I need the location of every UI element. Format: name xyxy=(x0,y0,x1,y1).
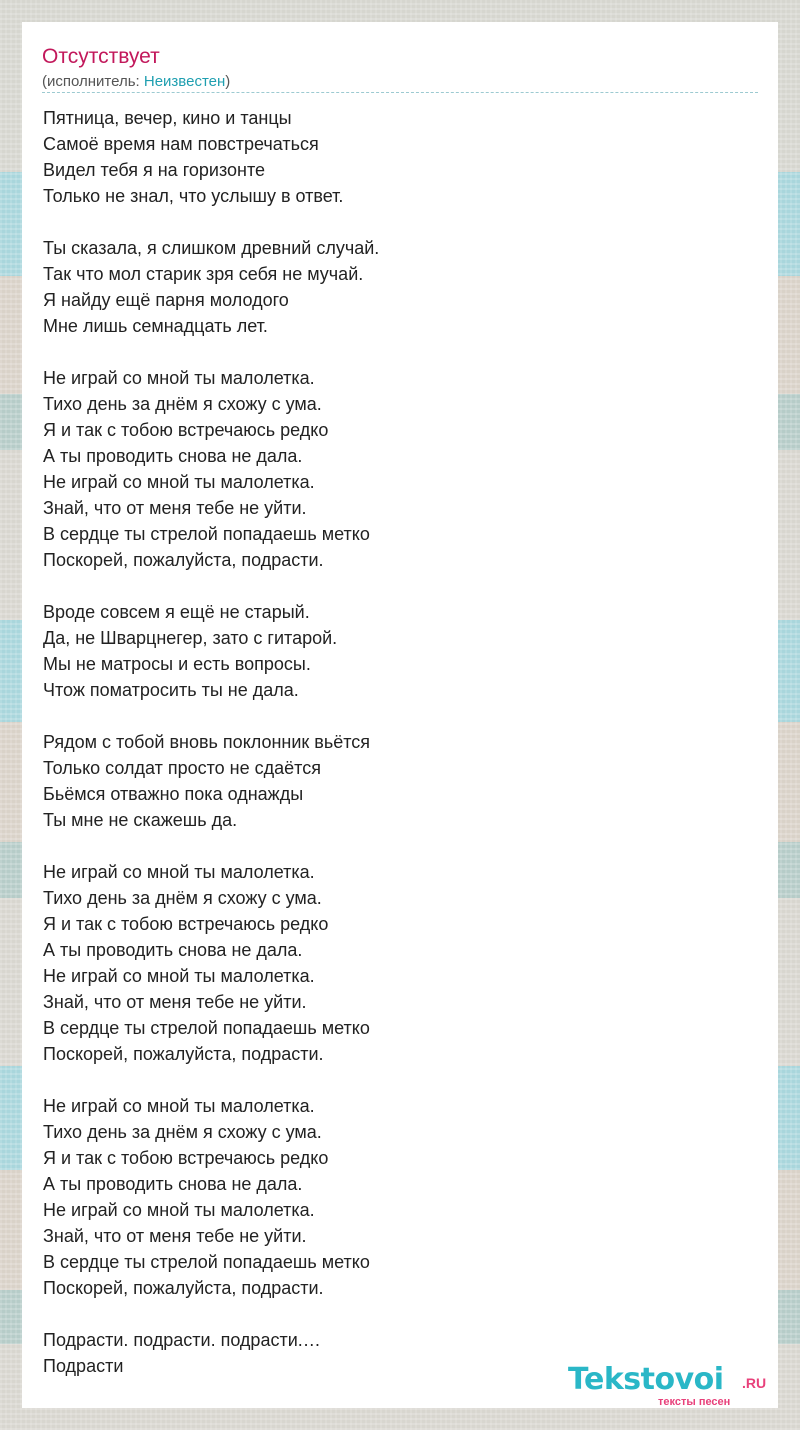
lyrics-line: Ты сказала, я слишком древний случай. xyxy=(43,238,380,258)
lyrics-line: Да, не Шварцнегер, зато с гитарой. xyxy=(43,628,338,648)
artist-prefix: (исполнитель: xyxy=(42,73,144,90)
lyrics-line: Знай, что от меня тебе не уйти. xyxy=(43,992,307,1012)
lyrics-line: Ты мне не скажешь да. xyxy=(43,810,238,830)
lyrics-line: Только не знал, что услышу в ответ. xyxy=(43,186,344,206)
lyrics-line: Рядом с тобой вновь поклонник вьётся xyxy=(43,732,371,752)
lyrics-stanza xyxy=(43,729,379,833)
lyrics-line: Я и так с тобою встречаюсь редко xyxy=(43,1148,329,1168)
lyrics-line: Тихо день за днём я схожу с ума. xyxy=(43,1122,322,1142)
lyrics-line: Чтож поматросить ты не дала. xyxy=(43,680,299,700)
lyrics-line: В сердце ты стрелой попадаешь метко xyxy=(43,524,370,544)
lyrics-line: Я и так с тобою встречаюсь редко xyxy=(43,914,329,934)
lyrics-line: Пятница, вечер, кино и танцы xyxy=(43,108,292,128)
lyrics-line: Тихо день за днём я схожу с ума. xyxy=(43,888,322,908)
lyrics-line: Только солдат просто не сдаётся xyxy=(43,758,321,778)
lyrics-line: Я найду ещё парня молодого xyxy=(43,290,289,310)
lyrics-line: Мы не матросы и есть вопросы. xyxy=(43,654,311,674)
lyrics-line: Поскорей, пожалуйста, подрасти. xyxy=(43,550,324,570)
logo-wordmark: Tekstovoi xyxy=(568,1362,724,1397)
lyrics-line: Не играй со мной ты малолетка. xyxy=(43,1096,315,1116)
lyrics-line: А ты проводить снова не дала. xyxy=(43,1174,303,1194)
lyrics-stanza xyxy=(43,105,379,209)
logo-tagline: тексты песен xyxy=(658,1396,731,1408)
lyrics-card xyxy=(22,22,778,1408)
lyrics-line: Видел тебя я на горизонте xyxy=(43,160,265,180)
lyrics-line: А ты проводить снова не дала. xyxy=(43,446,303,466)
artist-line xyxy=(42,73,230,91)
lyrics-line: Тихо день за днём я схожу с ума. xyxy=(43,394,322,414)
lyrics-line: Вроде совсем я ещё не старый. xyxy=(43,602,310,622)
lyrics-line: Не играй со мной ты малолетка. xyxy=(43,1200,315,1220)
lyrics-line: Знай, что от меня тебе не уйти. xyxy=(43,498,307,518)
lyrics-stanza xyxy=(43,1327,379,1379)
lyrics-line: Поскорей, пожалуйста, подрасти. xyxy=(43,1044,324,1064)
logo-tld: .RU xyxy=(742,1375,767,1391)
lyrics-stanza xyxy=(43,365,379,573)
song-title: Отсутствует xyxy=(42,45,160,68)
lyrics-stanza xyxy=(43,1093,379,1301)
lyrics-line: Мне лишь семнадцать лет. xyxy=(43,316,268,336)
lyrics-line: Не играй со мной ты малолетка. xyxy=(43,472,315,492)
lyrics-stanza xyxy=(43,599,379,703)
lyrics-line: В сердце ты стрелой попадаешь метко xyxy=(43,1018,370,1038)
lyrics-text xyxy=(43,105,379,1405)
lyrics-line: Я и так с тобою встречаюсь редко xyxy=(43,420,329,440)
lyrics-line: Не играй со мной ты малолетка. xyxy=(43,368,315,388)
lyrics-line: В сердце ты стрелой попадаешь метко xyxy=(43,1252,370,1272)
lyrics-stanza xyxy=(43,235,379,339)
lyrics-line: Знай, что от меня тебе не уйти. xyxy=(43,1226,307,1246)
lyrics-line: Не играй со мной ты малолетка. xyxy=(43,862,315,882)
lyrics-line: Так что мол старик зря себя не мучай. xyxy=(43,264,364,284)
title-separator xyxy=(42,92,758,93)
site-logo[interactable] xyxy=(568,1363,778,1409)
lyrics-line: Не играй со мной ты малолетка. xyxy=(43,966,315,986)
lyrics-line: Бьёмся отважно пока однажды xyxy=(43,784,304,804)
lyrics-line: Самоё время нам повстречаться xyxy=(43,134,319,154)
lyrics-stanza xyxy=(43,859,379,1067)
artist-link[interactable]: Неизвестен xyxy=(143,73,226,90)
lyrics-line: Подрасти xyxy=(43,1356,124,1376)
lyrics-line: Подрасти. подрасти. подрасти.… xyxy=(43,1330,321,1350)
artist-suffix: ) xyxy=(225,73,231,90)
lyrics-line: А ты проводить снова не дала. xyxy=(43,940,303,960)
lyrics-line: Поскорей, пожалуйста, подрасти. xyxy=(43,1278,324,1298)
